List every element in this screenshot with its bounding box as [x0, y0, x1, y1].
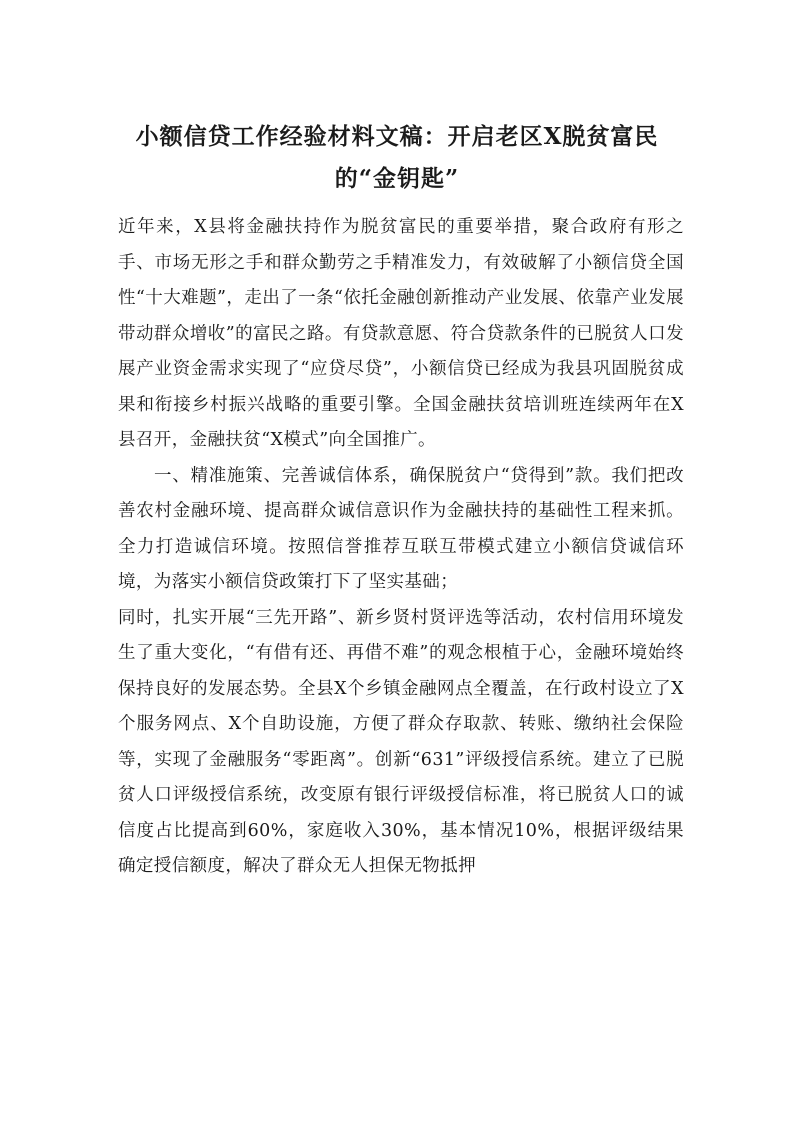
document-title: 小额信贷工作经验材料文稿：开启老区X脱贫富民的“金钥匙”	[135, 123, 659, 192]
paragraph-continued: 同时，扎实开展“三先开路”、新乡贤村贤评选等活动，农村信用环境发生了重大变化，“有借有还、再借不难”的观念根植于心，金融环境始终保持良好的发展态势。全县X个乡镇金融网点全覆盖，在行政村设立了X个服务网点、X个自助设施，方便了群众存取款、转账、缴纳社会保险等，实现了金融服务“零距离”。创新“631”评级授信系统。建立了已脱贫人口评级授信系统，改变原有银行评级授信标准，将已脱贫人口的诚信度占比提高到60%，家庭收入30%，基本情况10%，根据评级结果确定授信额度，解决了群众无人担保无物抵押	[118, 607, 684, 876]
document-body	[118, 210, 684, 885]
paragraph-section-one: 一、精准施策、完善诚信体系，确保脱贫户“贷得到”款。我们把改善农村金融环境、提高群众诚信意识作为金融扶持的基础性工程来抓。全力打造诚信环境。按照信誉推荐互联互带模式建立小额信贷诚信环境，为落实小额信贷政策打下了坚实基础；	[118, 465, 684, 592]
paragraph-intro: 近年来，X县将金融扶持作为脱贫富民的重要举措，聚合政府有形之手、市场无形之手和群众勤劳之手精准发力，有效破解了小额信贷全国性“十大难题”，走出了一条“依托金融创新推动产业发展、依靠产业发展带动群众增收”的富民之路。有贷款意愿、符合贷款条件的已脱贫人口发展产业资金需求实现了“应贷尽贷”，小额信贷已经成为我县巩固脱贫成果和衔接乡村振兴战略的重要引擎。全国金融扶贫培训班连续两年在X县召开，金融扶贫“X模式”向全国推广。	[118, 217, 684, 450]
